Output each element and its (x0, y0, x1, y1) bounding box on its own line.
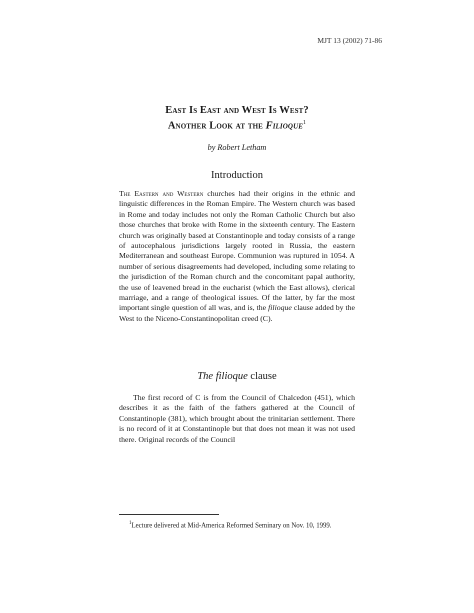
title-italic-word: Filioque (265, 120, 303, 132)
footnote-mark: 1 (129, 521, 132, 526)
intro-lead-smallcaps: The Eastern and Western (119, 189, 204, 198)
footnote-text: Lecture delivered at Mid-America Reformed Seminary on Nov. 10, 1999. (131, 522, 332, 530)
filioque-heading-italic: The filioque (197, 371, 248, 382)
author-byline: by Robert Letham (207, 143, 267, 152)
intro-italic-word: filioque (268, 303, 292, 313)
title-line-1: East Is East and West Is West? (165, 105, 309, 116)
title-line-2-prefix: Another Look at the (167, 120, 266, 132)
filioque-clause-heading (0, 371, 474, 382)
intro-tail: clause added by the West to the Niceno-Constantinopolitan creed (C). (119, 303, 355, 323)
title-line-2 (0, 117, 474, 133)
running-head: MJT 13 (2002) 71-86 (317, 36, 382, 45)
article-title (0, 104, 474, 133)
intro-text: churches had their origins in the ethnic and linguistic differences in the Roman Empire. The Western church was based in Rome and today includes not only the Roman Catholic Church but also those churches that broke with Rome in the sixteenth century. The Eastern church was originally based at Constantinople and today consists of a range of autocephalous jurisdictions largely rooted in Russia, the eastern Mediterranean and southeast Europe. Communion was ruptured in 1054. A number of serious disagreements had developed, including some relating to the jurisdiction of the Roman church and the concomitant papal authority, the use of leavened bread in the eucharist (which the East allows), clerical marriage, and a range of theological issues. Of the latter, by far the most important single question of all was, and is, the (119, 189, 355, 313)
introduction-heading: Introduction (211, 170, 263, 181)
footnote-divider (119, 514, 219, 515)
filioque-paragraph-text: The first record of C is from the Council of Chalcedon (451), which describes it as the faith of the fathers gathered at the Council of Constantinople (381), which brought about the trinitarian settlement. There is no record of it at Constantinople but that does not mean it was not used there. Original records of the Council (119, 393, 355, 444)
footnote (119, 519, 355, 531)
filioque-heading-rest: clause (247, 371, 277, 382)
title-footnote-mark: 1 (303, 120, 307, 126)
introduction-paragraph (119, 189, 355, 324)
filioque-paragraph (119, 393, 355, 445)
